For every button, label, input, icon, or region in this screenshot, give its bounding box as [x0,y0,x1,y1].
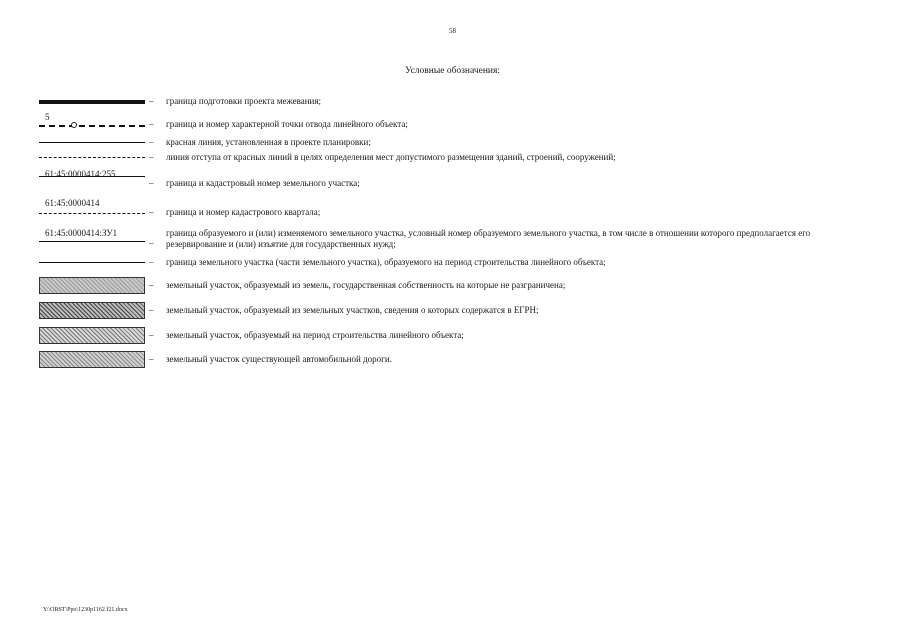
legend-item-temporary-plot [39,327,859,345]
legend-description: граница земельного участка (части земельного участка), образуемого на период строительства линейного объекта; [166,257,606,267]
thick-line-symbol [39,96,145,110]
legend-item-temporary-plot-boundary [39,257,859,269]
hatched-swatch-light [39,277,145,294]
dash: – [149,257,154,267]
legend-description: граница образуемого и (или) изменяемого земельного участка, условный номер образуемого земельного участка, в том числе в отношении которого предполагается его резервирование и (или) изъятие для государственных нужд; [166,228,811,249]
plot-conditional-number: 61:45:0000414:ЗУ1 [45,228,118,238]
cadastral-number-symbol [39,168,145,190]
temporary-boundary-symbol [39,257,145,269]
legend-item-existing-road [39,351,859,369]
hatched-swatch-dark [39,302,145,319]
point-number: 5 [45,112,50,122]
legend-description: земельный участок, образуемый на период строительства линейного объекта; [166,330,464,340]
file-path-footer: Y:\ORST\Ppo\1230p1162.f21.docx [43,607,128,613]
formed-plot-symbol [39,226,145,252]
legend-item-setback-line [39,152,859,164]
legend-item-unallocated-state-land [39,277,859,295]
legend-description: красная линия, установленная в проекте планировки; [166,137,371,147]
dash: – [149,96,154,106]
legend-item-land-plot [39,168,859,190]
legend-item-survey-boundary [39,96,859,110]
legend-description: земельный участок существующей автомобильной дороги. [166,354,392,364]
legend-item-egrn-plots [39,302,859,320]
cadastral-quarter-symbol [39,197,145,219]
legend-description: земельный участок, образуемый из земельных участков, сведения о которых содержатся в ЕГРН; [166,305,539,315]
legend-heading: Условные обозначения: [404,66,500,76]
dash: – [149,207,154,217]
dash: – [149,238,154,248]
dash: – [149,152,154,162]
thin-dashed-line-symbol [39,152,145,164]
legend-item-formed-plot [39,226,859,252]
hatched-swatch-medium [39,327,145,344]
cadastral-number: 61:45:0000414:255 [45,169,116,179]
thin-line-symbol [39,137,145,149]
dashed-point-symbol [39,114,145,132]
legend-item-cadastral-quarter [39,197,859,219]
page-number: 58 [449,27,456,35]
legend-description: граница и номер кадастрового квартала; [166,207,321,217]
legend-description: линия отступа от красных линий в целях определения мест допустимого размещения зданий, строений, сооружений; [166,152,616,162]
point-circle-icon [71,122,77,128]
dash: – [149,178,154,188]
dash: – [149,354,154,364]
dash: – [149,137,154,147]
dash: – [149,330,154,340]
legend-item-red-line [39,137,859,149]
cadastral-quarter-number: 61:45:0000414 [45,198,100,208]
legend-item-characteristic-point [39,114,859,132]
dash: – [149,305,154,315]
legend-description: граница и кадастровый номер земельного участка; [166,178,360,188]
dash: – [149,280,154,290]
hatched-swatch-road [39,351,145,368]
legend-description: граница и номер характерной точки отвода линейного объекта; [166,119,408,129]
legend-description: граница подготовки проекта межевания; [166,96,322,106]
legend-description: земельный участок, образуемый из земель, государственная собственность на которые не разграничена; [166,280,566,290]
dash: – [149,119,154,129]
